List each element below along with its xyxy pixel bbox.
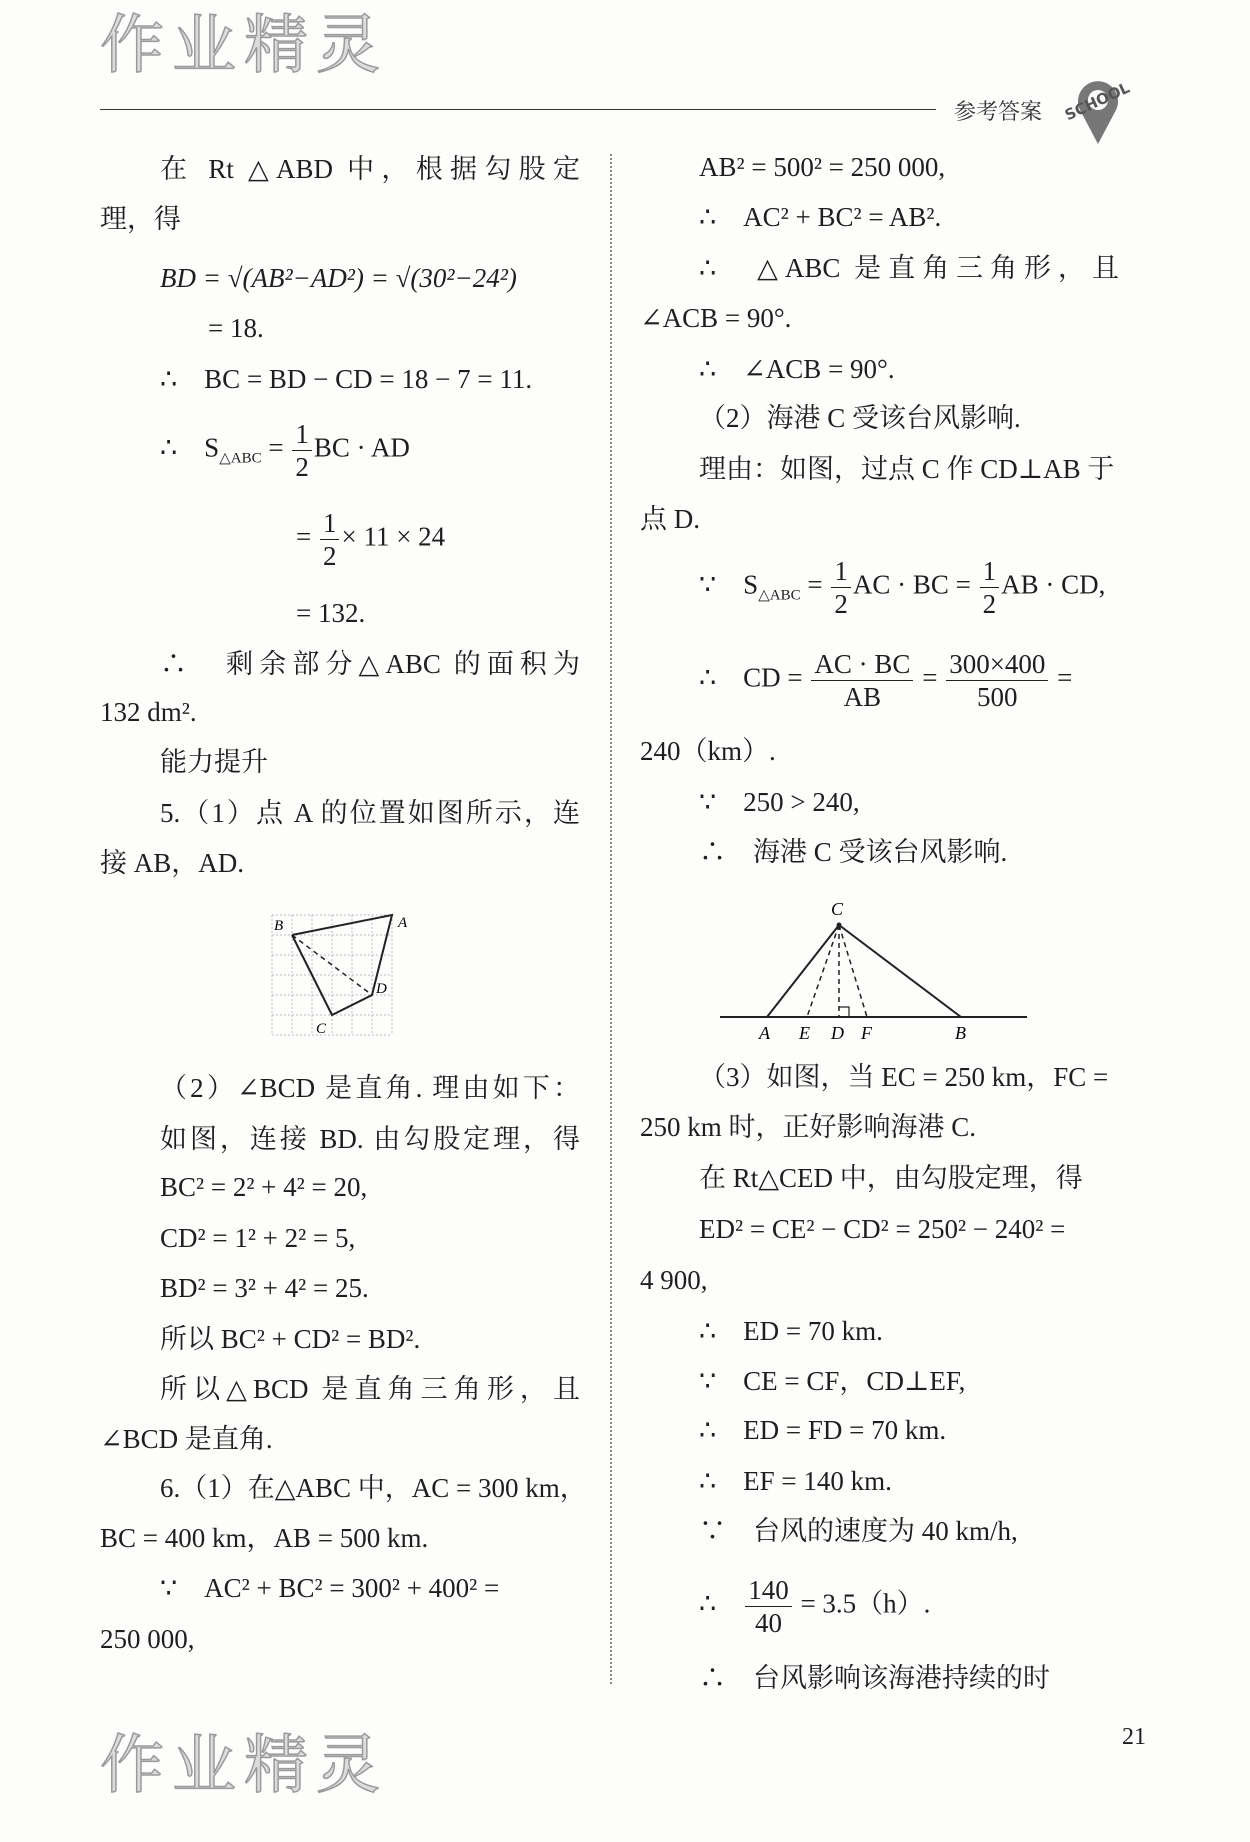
math-line: ∵ 250 > 240,: [699, 787, 860, 817]
math-line: ∠ACB = 90°.: [640, 303, 792, 333]
header-title: 参考答案: [954, 100, 1043, 125]
text-line: 5.（1）点 A 的位置如图所示，连: [160, 798, 580, 828]
page-number: 21: [1122, 1724, 1146, 1750]
label-b: B: [955, 1023, 966, 1043]
math-line: = 132.: [296, 598, 366, 628]
label-f: F: [861, 1023, 872, 1043]
math-line: ∴ $S_{\triangle ABC}$ = $\frac{1}{2}$ BC · AD: [160, 419, 410, 482]
header-rule: [100, 109, 936, 110]
fraction: $\frac{300\times 400}{500}$: [946, 648, 1048, 713]
math-line: CD² = 1² + 2² = 5,: [160, 1223, 356, 1253]
label-e: E: [799, 1023, 810, 1043]
text-line: 理，得: [100, 204, 181, 234]
text-line: 点 D.: [640, 504, 700, 534]
section-heading: 能力提升: [160, 747, 268, 777]
text-line: （3）如图，当 EC = 250 km，FC =: [699, 1062, 1109, 1092]
school-logo-icon: [1058, 70, 1138, 146]
math-line: BD² = 3² + 4² = 25.: [160, 1273, 369, 1303]
math-line: AB² = 500² = 250 000,: [699, 152, 946, 182]
math-line: BD = √(AB²−AD²) = √(30²−24²): [160, 263, 517, 293]
text-line: 如图，连接 BD. 由勾股定理，得: [160, 1124, 580, 1154]
text-line: 在 Rt△CED 中，由勾股定理，得: [699, 1163, 1083, 1193]
math-line: ∴ EF = 140 km.: [699, 1466, 892, 1496]
math-line: = $\frac{1}{2}$ × 11 × 24: [296, 508, 446, 571]
text-line: 所以△BCD 是直角三角形，且: [160, 1374, 580, 1404]
math-line: ∴ ED = FD = 70 km.: [699, 1415, 947, 1445]
text-line: ∴ △ABC 是直角三角形，且: [699, 253, 1119, 283]
math-line: ∵ CE = CF，CD⊥EF,: [699, 1366, 966, 1396]
label-d: D: [376, 981, 387, 997]
fraction: $\frac{1}{2}$: [320, 507, 340, 572]
text-line: 250 km 时，正好影响海港 C.: [640, 1112, 977, 1142]
label-c: C: [831, 899, 844, 919]
math-line: ∵ AC² + BC² = 300² + 400² =: [160, 1573, 500, 1603]
typhoon-triangle-figure: [715, 895, 1045, 1050]
math-line: = 18.: [208, 313, 264, 343]
watermark: 作业精灵: [100, 9, 388, 83]
label-a: A: [759, 1023, 770, 1043]
text-line: 在 Rt △ABD 中，根据勾股定: [160, 154, 580, 184]
math-line: 所以 BC² + CD² = BD².: [160, 1324, 421, 1354]
math-line: ∴ AC² + BC² = AB².: [699, 202, 942, 232]
label-c: C: [316, 1021, 327, 1037]
text-line: ∴ 剩余部分△ABC 的面积为: [160, 649, 580, 679]
math-line: 250 000,: [100, 1624, 195, 1654]
math-line: ED² = CE² − CD² = 250² − 240² =: [699, 1214, 1066, 1244]
fraction: $\frac{AC \cdot BC}{AB}$: [811, 648, 913, 713]
watermark: 作业精灵: [100, 1729, 388, 1803]
fraction: $\frac{1}{2}$: [292, 418, 312, 483]
text-line: （2）∠BCD 是直角. 理由如下：: [160, 1073, 580, 1103]
fraction: $\frac{1}{2}$: [980, 555, 1000, 620]
math-line: ∴ ED = 70 km.: [699, 1316, 883, 1346]
text-line: （2）海港 C 受该台风影响.: [699, 403, 1021, 433]
math-line: ∵ $S_{\triangle ABC}$ = $\frac{1}{2}$ AC · BC = $\frac{1}{2}$ AB · CD,: [699, 556, 1106, 619]
fraction: $\frac{140}{40}$: [745, 1574, 792, 1639]
text-line: ∴ 台风影响该海港持续的时: [699, 1663, 1050, 1693]
text-line: 接 AB，AD.: [100, 848, 245, 878]
label-a: A: [398, 915, 408, 931]
math-line: 4 900,: [640, 1265, 708, 1295]
math-line: ∴ CD = $\frac{AC \cdot BC}{AB}$ = $\frac{300\times 400}{500}$ =: [699, 649, 1073, 712]
text-line: BC = 400 km，AB = 500 km.: [100, 1523, 429, 1553]
column-divider: [610, 154, 612, 1684]
text-line: ∠BCD 是直角.: [100, 1424, 273, 1454]
logo-text: SCHOOL: [1061, 78, 1133, 125]
label-d: D: [831, 1023, 844, 1043]
grid-quadrilateral-figure: [262, 905, 412, 1045]
text-line: ∵ 台风的速度为 40 km/h,: [699, 1516, 1018, 1546]
math-line: 240（km）.: [640, 736, 776, 766]
text-line: 132 dm².: [100, 697, 197, 727]
text-line: 理由：如图，过点 C 作 CD⊥AB 于: [699, 454, 1115, 484]
math-line: ∴ $\frac{140}{40}$ = 3.5（h）.: [699, 1575, 931, 1638]
text-line: ∴ 海港 C 受该台风影响.: [699, 837, 1008, 867]
math-line: BC² = 2² + 4² = 20,: [160, 1172, 368, 1202]
label-b: B: [274, 918, 284, 934]
math-line: ∴ BC = BD − CD = 18 − 7 = 11.: [160, 364, 533, 394]
text-line: 6.（1）在△ABC 中，AC = 300 km，: [160, 1473, 587, 1503]
fraction: $\frac{1}{2}$: [831, 555, 851, 620]
math-line: ∴ ∠ACB = 90°.: [699, 354, 895, 384]
